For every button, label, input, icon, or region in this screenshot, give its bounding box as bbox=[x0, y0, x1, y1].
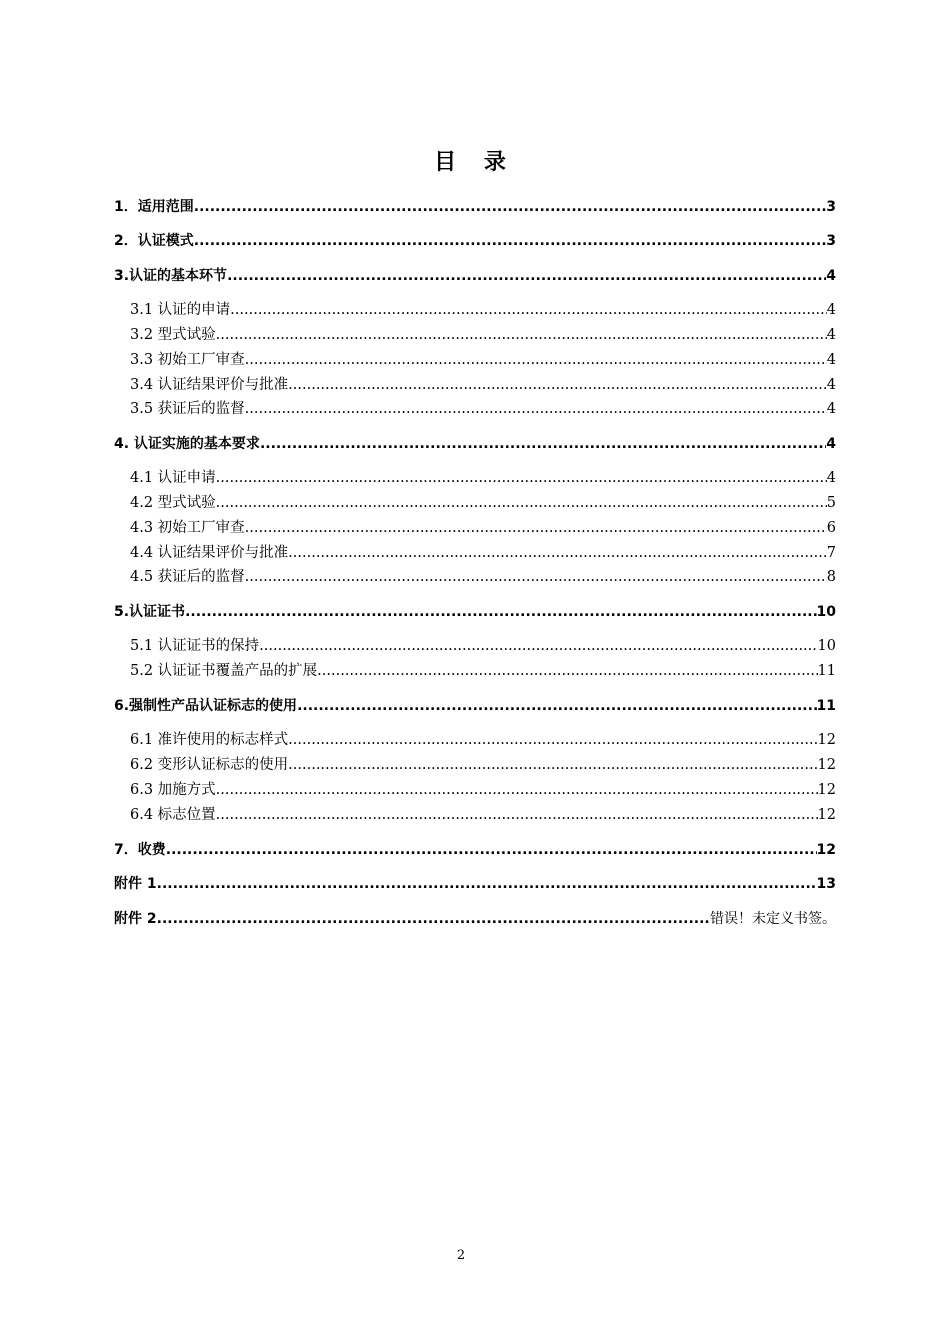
toc-entry-3[interactable] bbox=[114, 265, 836, 287]
toc-entry-label: 6.2 变形认证标志的使用 bbox=[130, 757, 289, 773]
toc-leader-dots bbox=[216, 492, 827, 514]
toc-entry-label: 3.4 认证结果评价与批准 bbox=[130, 377, 289, 393]
toc-leader-dots bbox=[317, 660, 817, 682]
toc-entry-page: 4 bbox=[826, 470, 836, 486]
toc-leader-dots bbox=[245, 398, 827, 420]
toc-entry-page: 10 bbox=[817, 638, 836, 654]
toc-entry-label: 5.1 认证证书的保持 bbox=[130, 638, 260, 654]
toc-entry-page: 11 bbox=[816, 698, 836, 714]
toc-leader-dots bbox=[194, 230, 827, 252]
toc-entry-label: 2．认证模式 bbox=[114, 233, 194, 249]
toc-entry-label: 6.强制性产品认证标志的使用 bbox=[114, 698, 298, 714]
toc-entry-page: 3 bbox=[826, 233, 836, 249]
toc-title: 目 录 bbox=[434, 150, 516, 175]
toc-leader-dots bbox=[297, 695, 816, 717]
toc-entry-page: 4 bbox=[826, 302, 836, 318]
toc-entry-label: 附件 2 bbox=[114, 911, 157, 927]
toc-entry-label: 3.3 初始工厂审查 bbox=[130, 352, 245, 368]
toc-leader-dots bbox=[166, 839, 817, 861]
toc-leader-dots bbox=[185, 601, 816, 623]
toc-entry-4-4[interactable] bbox=[130, 542, 836, 564]
toc-leader-dots bbox=[259, 635, 817, 657]
toc-entry-label: 5.2 认证证书覆盖产品的扩展 bbox=[130, 663, 318, 679]
toc-entry-page: 3 bbox=[826, 199, 836, 215]
toc-entry-4[interactable] bbox=[114, 433, 836, 455]
toc-entry-6-3[interactable] bbox=[130, 779, 836, 801]
toc-entry-3-1[interactable] bbox=[130, 299, 836, 321]
toc-entry-page: 12 bbox=[817, 807, 836, 823]
toc-entry-label: 4.5 获证后的监督 bbox=[130, 569, 245, 585]
toc-leader-dots bbox=[216, 804, 818, 826]
toc-entry-6-2[interactable] bbox=[130, 754, 836, 776]
toc-entry-label: 6.3 加施方式 bbox=[130, 782, 216, 798]
toc-leader-dots bbox=[245, 566, 827, 588]
toc-leader-dots bbox=[227, 265, 826, 287]
toc-entry-page: 13 bbox=[816, 876, 836, 892]
toc-leader-dots bbox=[194, 196, 827, 218]
toc-entry-label: 3.2 型式试验 bbox=[130, 327, 216, 343]
toc-entry-3-2[interactable] bbox=[130, 324, 836, 346]
toc-leader-dots bbox=[230, 299, 827, 321]
toc-entry-3-4[interactable] bbox=[130, 374, 836, 396]
toc-leader-dots bbox=[260, 433, 826, 455]
toc-entry-appendix-2[interactable] bbox=[114, 908, 836, 930]
toc-entry-label: 4.2 型式试验 bbox=[130, 495, 216, 511]
toc-entry-page: 4 bbox=[826, 352, 836, 368]
toc-entry-label: 4.1 认证申请 bbox=[130, 470, 216, 486]
toc-entry-1[interactable] bbox=[114, 196, 836, 218]
toc-entry-label: 4. 认证实施的基本要求 bbox=[114, 436, 260, 452]
toc-entry-4-3[interactable] bbox=[130, 517, 836, 539]
toc-entry-2[interactable] bbox=[114, 230, 836, 252]
toc-entry-4-5[interactable] bbox=[130, 566, 836, 588]
toc-entry-6[interactable] bbox=[114, 695, 836, 717]
toc-entry-label: 4.3 初始工厂审查 bbox=[130, 520, 245, 536]
toc-entry-5-2[interactable] bbox=[130, 660, 836, 682]
toc-entry-label: 1．适用范围 bbox=[114, 199, 194, 215]
toc-leader-dots bbox=[245, 517, 827, 539]
toc-entry-page: 12 bbox=[817, 757, 836, 773]
toc-entry-page: 11 bbox=[817, 663, 836, 679]
toc-entry-page: 6 bbox=[826, 520, 836, 536]
toc-leader-dots bbox=[288, 374, 827, 396]
toc-entry-page: 12 bbox=[817, 732, 836, 748]
toc-entry-page: 10 bbox=[816, 604, 836, 620]
toc-entry-5[interactable] bbox=[114, 601, 836, 623]
toc-entry-page: 4 bbox=[826, 436, 836, 452]
toc-entry-page: 4 bbox=[826, 268, 836, 284]
toc-entry-6-1[interactable] bbox=[130, 729, 836, 751]
toc-leader-dots bbox=[216, 779, 818, 801]
toc-entry-6-4[interactable] bbox=[130, 804, 836, 826]
toc-leader-dots bbox=[216, 467, 827, 489]
toc-entry-label: 3.1 认证的申请 bbox=[130, 302, 231, 318]
toc-leader-dots bbox=[157, 873, 817, 895]
toc-entry-4-1[interactable] bbox=[130, 467, 836, 489]
toc-entry-page: 4 bbox=[826, 377, 836, 393]
toc-entry-4-2[interactable] bbox=[130, 492, 836, 514]
toc-entry-label: 5.认证证书 bbox=[114, 604, 186, 620]
toc-entry-5-1[interactable] bbox=[130, 635, 836, 657]
toc-leader-dots bbox=[288, 542, 827, 564]
toc-entry-label: 附件 1 bbox=[114, 876, 157, 892]
toc-entry-page: 4 bbox=[826, 401, 836, 417]
toc-entry-label: 3.认证的基本环节 bbox=[114, 268, 228, 284]
toc-entry-label: 3.5 获证后的监督 bbox=[130, 401, 245, 417]
toc-leader-dots bbox=[216, 324, 827, 346]
toc-entry-page: 8 bbox=[826, 569, 836, 585]
toc-entry-page: 12 bbox=[817, 782, 836, 798]
toc-entry-3-5[interactable] bbox=[130, 398, 836, 420]
toc-entry-page: 12 bbox=[816, 842, 836, 858]
toc-entry-label: 6.1 准许使用的标志样式 bbox=[130, 732, 289, 748]
toc-leader-dots bbox=[245, 349, 827, 371]
toc-entry-label: 7．收费 bbox=[114, 842, 166, 858]
toc-entry-3-3[interactable] bbox=[130, 349, 836, 371]
toc-entry-label: 4.4 认证结果评价与批准 bbox=[130, 545, 289, 561]
toc-entry-page: 7 bbox=[826, 545, 836, 561]
toc-entry-page-error: 错误！未定义书签。 bbox=[710, 911, 836, 927]
toc-entry-appendix-1[interactable] bbox=[114, 873, 836, 895]
toc-entry-page: 4 bbox=[826, 327, 836, 343]
toc-entry-label: 6.4 标志位置 bbox=[130, 807, 216, 823]
toc-leader-dots bbox=[288, 729, 817, 751]
page-number: 2 bbox=[456, 1248, 466, 1263]
toc-entry-7[interactable] bbox=[114, 839, 836, 861]
toc-entry-page: 5 bbox=[826, 495, 836, 511]
toc-leader-dots bbox=[288, 754, 817, 776]
toc-leader-dots bbox=[157, 908, 710, 930]
